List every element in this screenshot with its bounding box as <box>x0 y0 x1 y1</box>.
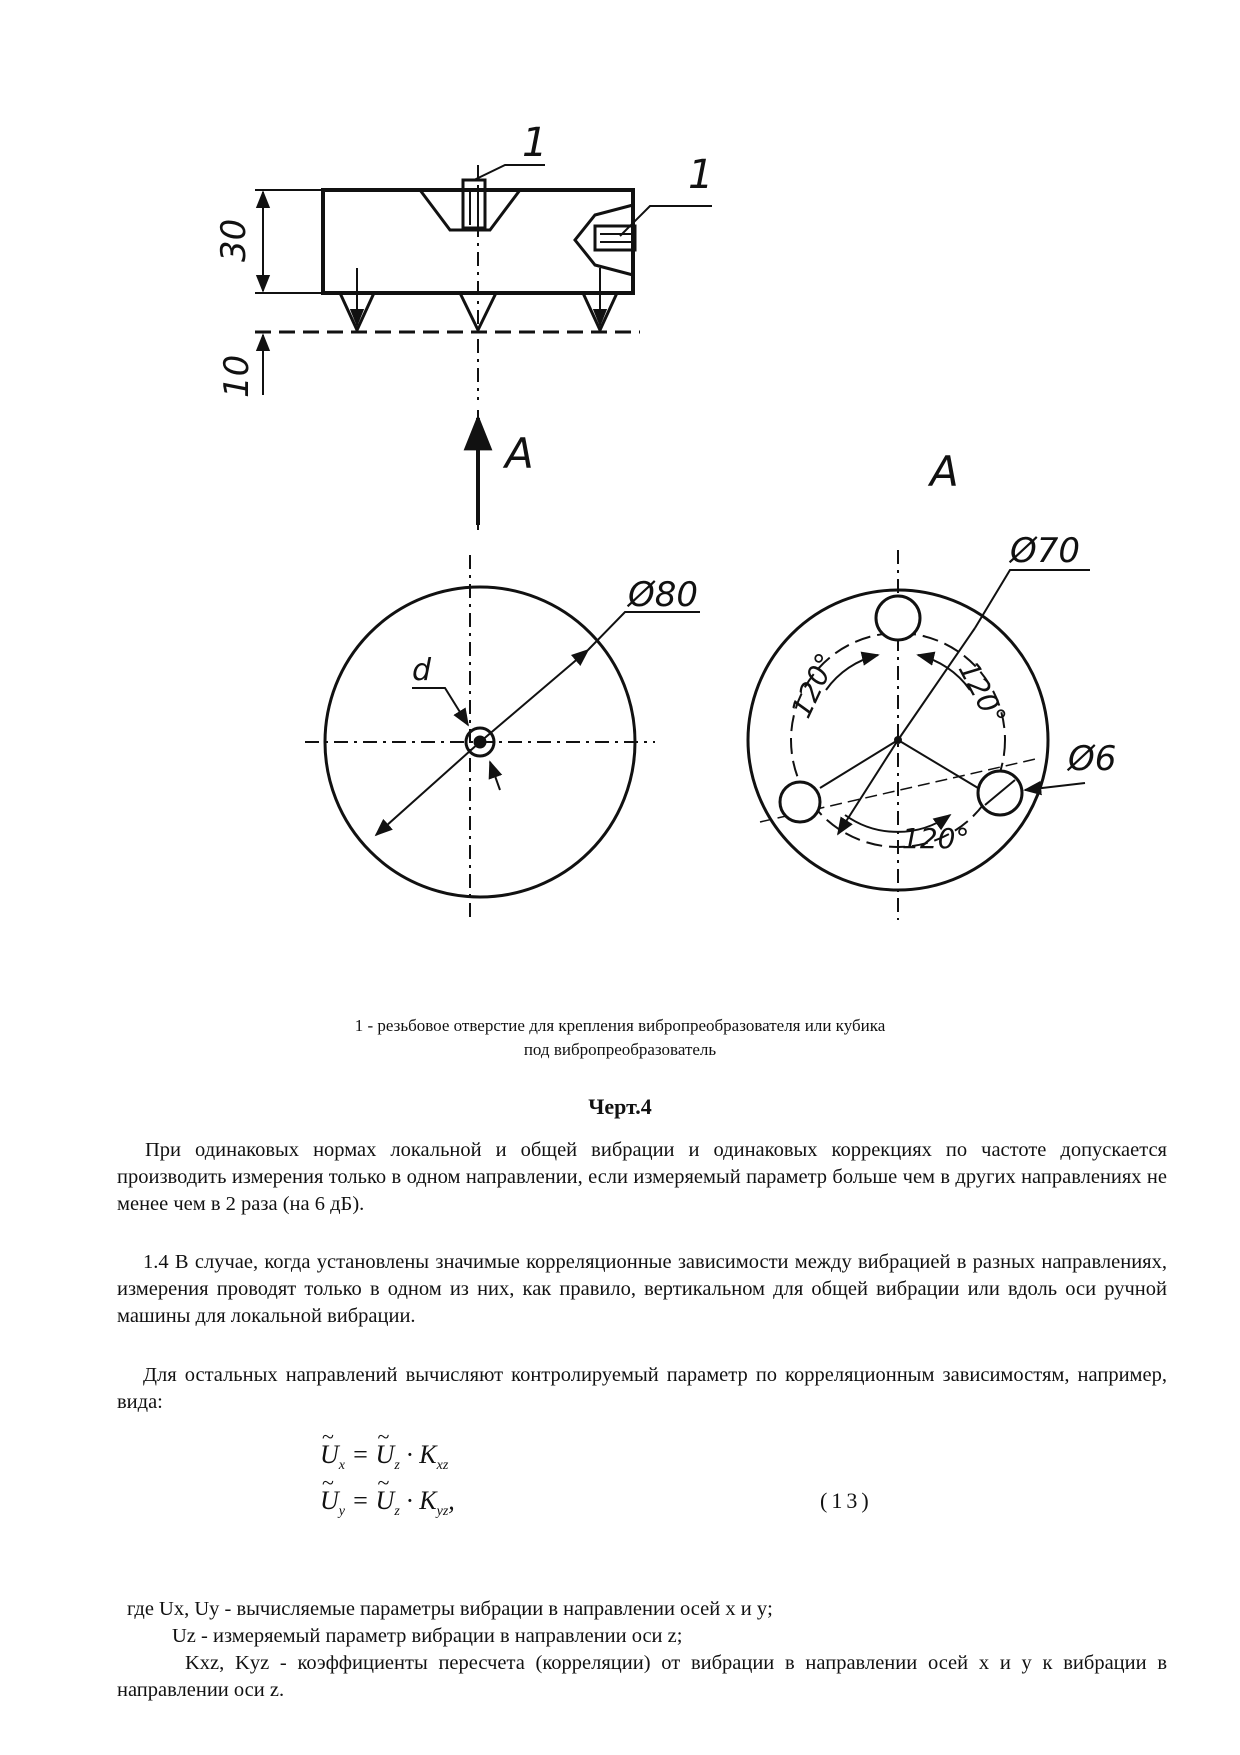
formula-row-x: ~ $U_x$ = ~ $U_z \cdot K_{xz}$ <box>320 1440 448 1474</box>
dia-6-label: Ø6 <box>1068 739 1117 779</box>
foot-hole-top <box>876 596 920 640</box>
threaded-hole-side <box>595 226 635 250</box>
where-line-1: где Ux, Uy - вычисляемые параметры вибрации в направлении осей x и y; <box>127 1598 773 1620</box>
top-view-feet-circle <box>748 550 1090 920</box>
caption-line-2: под вибропреобразователь <box>523 1040 717 1059</box>
foot-hole-left <box>780 782 820 822</box>
threaded-hole-top <box>463 180 485 228</box>
dim-10-label: 10 <box>217 354 257 398</box>
part-1-label-top: 1 <box>522 120 548 166</box>
part-1-label-side: 1 <box>688 152 714 198</box>
angle-120-right-label: 120° <box>951 655 1013 731</box>
formula-13 <box>320 1440 920 1560</box>
where-line-3: Kxz, Kyz - коэффициенты пересчета (корреляции) от вибрации в направлении осей x и y к вибрации в направлении оси z. <box>117 1652 1167 1701</box>
paragraph-3: Для остальных направлений вычисляют контролируемый параметр по корреляционным зависимостям, например, вида: <box>117 1364 1167 1413</box>
where-line-2: Uz - измеряемый параметр вибрации в направлении оси z; <box>172 1625 683 1647</box>
angle-120-bottom-label: 120° <box>902 822 970 855</box>
formula-row-y: ~ $U_y$ = ~ $U_z \cdot K_{yz}$, <box>320 1486 455 1520</box>
paragraph-2: 1.4 В случае, когда установлены значимые корреляционные зависимости между вибрацией в разных направлениях, измерения проводят только в одном из них, как правило, вертикальном для общей вибрации или вдоль оси ручной машины для локальной вибрации. <box>117 1251 1167 1327</box>
dim-30-label: 30 <box>214 218 254 262</box>
side-view <box>255 165 712 400</box>
figure-title: Черт.4 <box>588 1094 652 1119</box>
dia-80-label: Ø80 <box>628 575 699 615</box>
formula-number: (13) <box>820 1488 873 1513</box>
dia-70-label: Ø70 <box>1010 531 1081 571</box>
paragraph-1: При одинаковых нормах локальной и общей вибрации и одинаковых коррекциях по частоте допускается производить измерения только в одном направлении, если измеряемый параметр больше чем в других направлениях не менее чем в 2 раза (на 6 дБ). <box>117 1139 1167 1215</box>
view-arrow-label: A <box>505 429 534 478</box>
d-label: d <box>412 653 432 688</box>
angle-120-left-label: 120° <box>784 647 843 723</box>
figure-caption <box>0 1014 1240 1062</box>
view-a-title: A <box>930 447 959 496</box>
caption-line-1: 1 - резьбовое отверстие для крепления вибропреобразователя или кубика <box>354 1016 886 1035</box>
